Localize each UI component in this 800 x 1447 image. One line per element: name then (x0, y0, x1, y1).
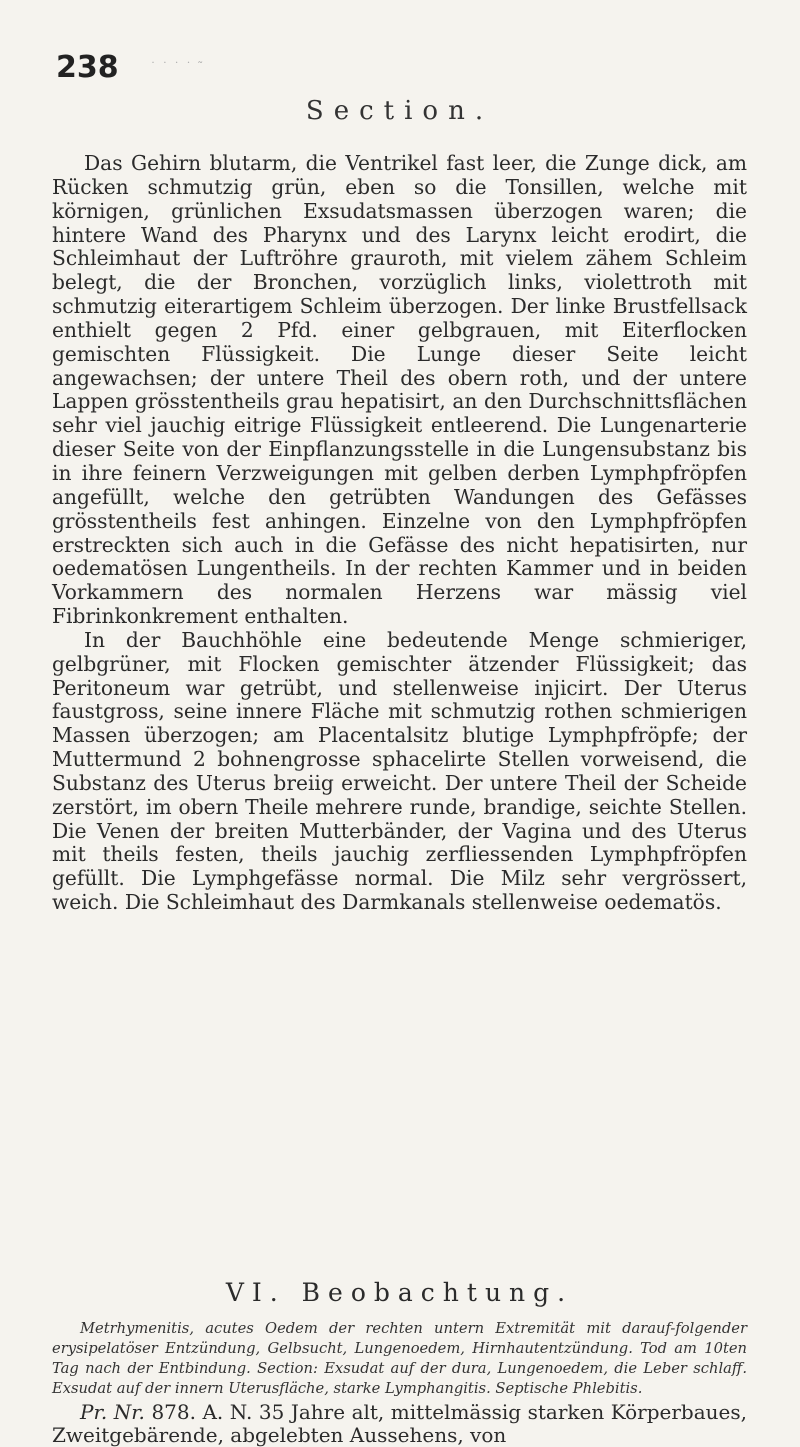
case-label: Pr. Nr. (80, 1400, 145, 1424)
page-number: 238 (56, 50, 119, 85)
case-text: 878. A. N. 35 Jahre alt, mittelmässig starken Körperbaues, Zweitgebärende, abgelebten Aussehens, von (52, 1400, 748, 1447)
case-abstract: Metrhymenitis, acutes Oedem der rechten untern Extremität mit darauf-folgender erysipelatöser Entzündung, Gelbsucht, Lungenoedem, Hirnhautentzündung. Tod am 10ten Tag nach der Entbindung. Section: Exsudat auf der dura, Lungenoedem, die Leber schlaff. Exsudat auf der innern Uterusfläche, starke Lymphangitis. Septische Phlebitis. (52, 1320, 747, 1397)
paragraph: In der Bauchhöhle eine bedeutende Menge schmieriger, gelbgrüner, mit Flocken gemischter ätzender Flüssigkeit; das Peritoneum war getrübt, und stellenweise injicirt. Der Uterus faustgross, seine innere Fläche mit schmutzig rothen schmierigen Massen überzogen; am Placentalsitz blutige Lymphpfröpfe; der Muttermund 2 bohnengrosse sphacelirte Stellen vorweisend, die Substanz des Uterus breiig erweicht. Der untere Theil der Scheide zerstört, im obern Theile mehrere runde, brandige, seichte Stellen. Die Venen der breiten Mutterbänder, der Vagina und des Uterus mit theils festen, theils jauchig zerfliessenden Lymphpfröpfen gefüllt. Die Lymphgefässe normal. Die Milz sehr vergrössert, weich. Die Schleimhaut des Darmkanals stellenweise oedematös. (52, 627, 747, 915)
paragraph: Das Gehirn blutarm, die Ventrikel fast leer, die Zunge dick, am Rücken schmutzig grün, eben so die Tonsillen, welche mit körnigen, grünlichen Exsudatsmassen überzogen waren; die hintere Wand des Pharynx und des Larynx leicht erodirt, die Schleimhaut der Luftröhre grauroth, mit vielem zähem Schleim belegt, die der Bronchen, vorzüglich links, violettroth mit schmutzig eiterartigem Schleim überzogen. Der linke Brustfellsack enthielt gegen 2 Pfd. einer gelbgrauen, mit Eiterflocken gemischten Flüssigkeit. Die Lunge dieser Seite leicht angewachsen; der untere Theil des obern roth, und der untere Lappen grösstentheils grau hepatisirt, an den Durchschnittsflächen sehr viel jauchig eitrige Flüssigkeit entleerend. Die Lungenarterie dieser Seite von der Einpflanzungsstelle in die Lungensubstanz bis in ihre feinern Verzweigungen mit gelben derben Lymphpfröpfen angefüllt, welche den getrübten Wandungen des Gefässes grösstentheils fest anhingen. Einzelne von den Lymphpfröpfen erstreckten sich auch in die Gefässe des nicht hepatisirten, nur oedematösen Lungentheils. In der rechten Kammer und in beiden Vorkammern des normalen Herzens war mässig viel Fibrinkonkrement enthalten. (52, 151, 747, 629)
section-heading: Section. (305, 96, 494, 126)
observation-heading: VI. Beobachtung. (225, 1278, 574, 1307)
body-text (52, 152, 747, 915)
case-intro (52, 1401, 747, 1447)
print-mark: ˙ ˙ ˙ ˙ ˜ (150, 60, 205, 74)
